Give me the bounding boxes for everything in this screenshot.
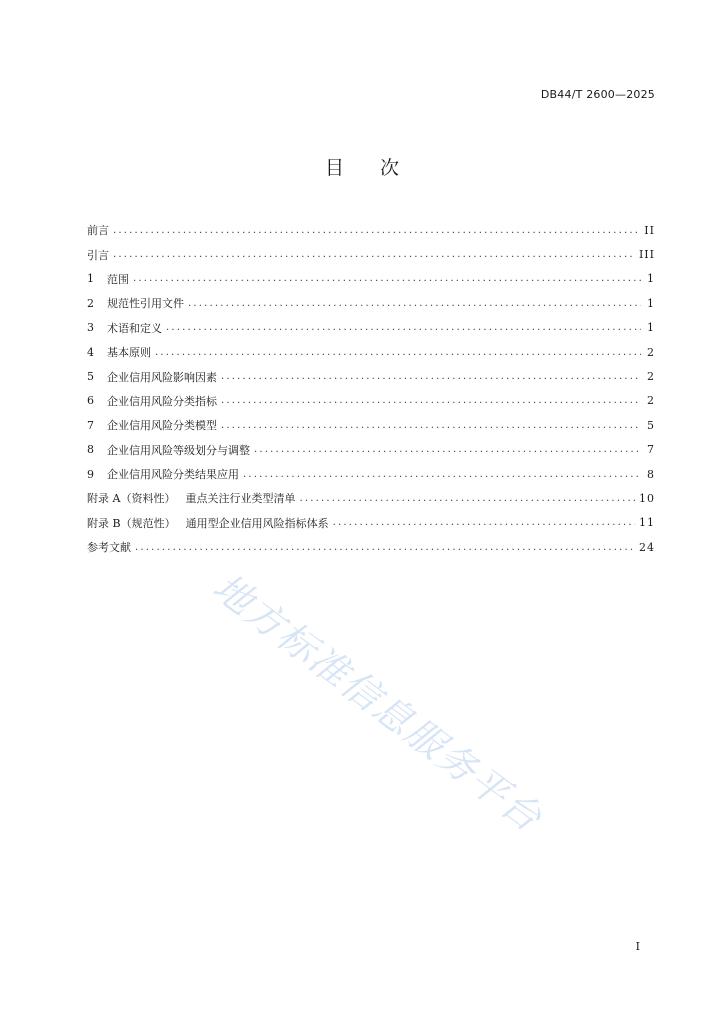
toc-entry[interactable] xyxy=(87,486,655,510)
toc-entry-number: 4 xyxy=(87,345,94,359)
toc-entry-page: 1 xyxy=(647,321,655,335)
page-number: I xyxy=(635,940,640,953)
table-of-contents xyxy=(87,218,655,559)
toc-entry-label: 范围 xyxy=(107,272,129,286)
toc-entry-page: III xyxy=(638,248,655,262)
toc-entry-sublabel: 重点关注行业类型清单 xyxy=(185,492,296,506)
watermark: 地方标准信息服务平台 xyxy=(204,564,551,841)
toc-dot-leader xyxy=(166,322,641,333)
toc-entry-number: 1 xyxy=(87,272,94,286)
toc-entry[interactable] xyxy=(87,364,655,388)
toc-entry[interactable] xyxy=(87,535,655,559)
toc-entry-label: 参考文献 xyxy=(87,541,131,555)
toc-entry-sublabel: 通用型企业信用风险指标体系 xyxy=(185,516,329,530)
toc-entry-label: 企业信用风险等级划分与调整 xyxy=(107,443,250,457)
toc-entry-page: 2 xyxy=(647,370,655,384)
toc-entry[interactable] xyxy=(87,389,655,413)
toc-entry-number: 9 xyxy=(87,467,94,481)
toc-entry[interactable] xyxy=(87,316,655,340)
title-char-2: 次 xyxy=(380,157,400,179)
toc-entry-page: 24 xyxy=(639,540,655,554)
toc-entry-number: 7 xyxy=(87,418,94,432)
toc-entry-label: 企业信用风险影响因素 xyxy=(107,370,217,384)
toc-entry[interactable] xyxy=(87,511,655,535)
toc-dot-leader xyxy=(135,542,635,553)
toc-dot-leader xyxy=(113,225,640,236)
toc-entry-label: 规范性引用文件 xyxy=(107,297,184,311)
toc-entry-number: 6 xyxy=(87,394,94,408)
toc-entry-label: 基本原则 xyxy=(107,346,151,360)
toc-entry[interactable] xyxy=(87,291,655,315)
title-char-1: 目 xyxy=(324,157,344,179)
toc-entry-number: 5 xyxy=(87,370,94,384)
toc-dot-leader xyxy=(188,298,641,309)
toc-dot-leader xyxy=(243,469,641,480)
toc-entry-page: 2 xyxy=(647,345,655,359)
toc-entry-page: 1 xyxy=(647,296,655,310)
toc-entry-page: 11 xyxy=(639,516,655,530)
toc-dot-leader xyxy=(221,371,641,382)
toc-entry-label: 引言 xyxy=(87,248,109,262)
toc-dot-leader xyxy=(133,273,641,284)
toc-entry-page: 2 xyxy=(647,394,655,408)
toc-dot-leader xyxy=(221,420,641,431)
toc-entry[interactable] xyxy=(87,413,655,437)
toc-entry-label: 附录 B（规范性） xyxy=(87,516,176,530)
toc-entry-page: 8 xyxy=(647,467,655,481)
toc-entry-page: 10 xyxy=(639,491,655,505)
page-title xyxy=(0,153,724,180)
toc-entry[interactable] xyxy=(87,242,655,266)
toc-dot-leader xyxy=(333,517,635,528)
toc-entry-label: 企业信用风险分类结果应用 xyxy=(107,468,239,482)
toc-entry[interactable] xyxy=(87,462,655,486)
toc-entry-label: 前言 xyxy=(87,224,109,238)
toc-entry-label: 企业信用风险分类模型 xyxy=(107,419,217,433)
toc-dot-leader xyxy=(254,444,641,455)
toc-entry-label: 术语和定义 xyxy=(107,321,162,335)
toc-dot-leader xyxy=(155,347,641,358)
toc-entry-page: 1 xyxy=(647,272,655,286)
toc-entry-page: 7 xyxy=(647,443,655,457)
toc-entry[interactable] xyxy=(87,218,655,242)
toc-entry-page: II xyxy=(644,223,655,237)
toc-entry[interactable] xyxy=(87,340,655,364)
toc-entry[interactable] xyxy=(87,267,655,291)
toc-entry-label: 附录 A（资料性） xyxy=(87,492,176,506)
toc-entry-number: 3 xyxy=(87,321,94,335)
toc-entry-number: 2 xyxy=(87,296,94,310)
toc-entry-label: 企业信用风险分类指标 xyxy=(107,394,217,408)
document-code: DB44/T 2600—2025 xyxy=(540,88,655,101)
toc-dot-leader xyxy=(113,249,635,260)
toc-dot-leader xyxy=(221,395,641,406)
toc-dot-leader xyxy=(299,493,635,504)
toc-entry[interactable] xyxy=(87,438,655,462)
toc-entry-page: 5 xyxy=(647,418,655,432)
toc-entry-number: 8 xyxy=(87,443,94,457)
